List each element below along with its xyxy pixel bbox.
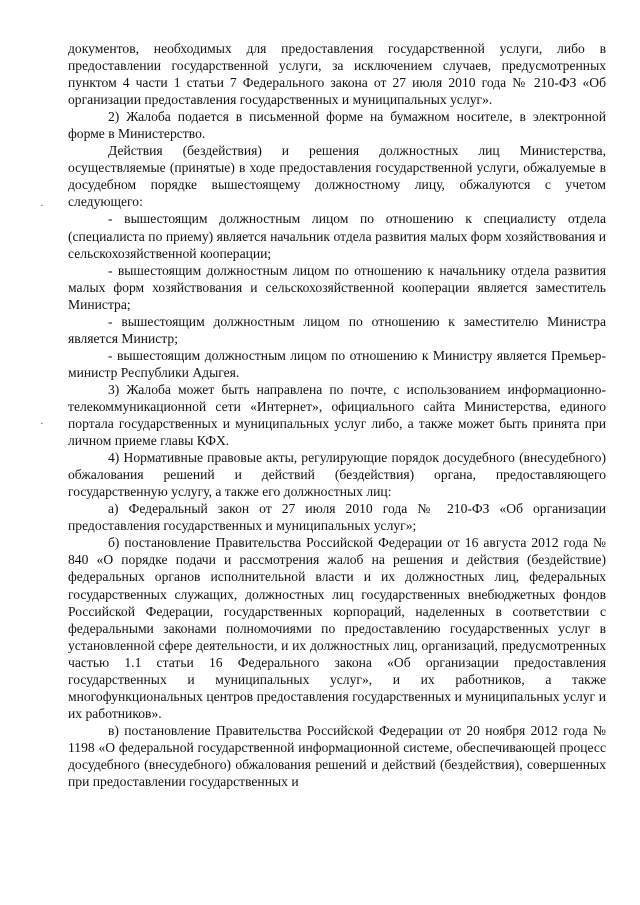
paragraph: б) постановление Правительства Российской Федерации от 16 августа 2012 года № 840 «О порядке подачи и рассмотрения жалоб на решения и действия (бездействие) федеральных органов исполнительной власти и их должностных лиц, федеральных государственных служащих, должностных лиц государственных внебюджетных фондов Российской Федерации, государственных корпораций, наделенных в соответствии с федеральными законами полномочиями по предоставлению государственных услуг в установленной сфере деятельности, и их должностных лиц, организаций, предусмотренных частью 1.1 статьи 16 Федерального закона «Об организации предоставления государственных и муниципальных услуг», и их работников, а также многофункциональных центров предоставления государственных и муниципальных услуг и их работников». — [68, 535, 606, 721]
list-item: - вышестоящим должностным лицом по отношению к начальнику отдела развития малых форм хозяйствования и сельскохозяйственной кооперации является заместитель Министра; — [68, 262, 606, 312]
paragraph: Действия (бездействия) и решения должностных лиц Министерства, осуществляемые (принятые) в ходе предоставления государственной услуги, обжалуемые в досудебном порядке вышестоящему должностному лицу, обжалуются с учетом следующего: — [68, 143, 606, 210]
margin-mark: · — [40, 200, 44, 212]
paragraph: в) постановление Правительства Российской Федерации от 20 ноября 2012 года № 1198 «О федеральной государственной информационной системе, обеспечивающей процесс досудебного (внесудебного) обжалования решений и действий (бездействия), совершенных при предоставлении государственных и — [68, 722, 606, 790]
list-item: - вышестоящим должностным лицом по отношению к Министру является Премьер-министр Республики Адыгея. — [68, 347, 606, 380]
paragraph: а) Федеральный закон от 27 июля 2010 года № 210-ФЗ «Об организации предоставления государственных и муниципальных услуг»; — [68, 501, 606, 534]
list-item: - вышестоящим должностным лицом по отношению к заместителю Министра является Министр; — [68, 313, 606, 346]
margin-mark: · — [40, 418, 44, 430]
paragraph: 4) Нормативные правовые акты, регулирующие порядок досудебного (внесудебного) обжалования решений и действий (бездействия) органа, предоставляющего государственную услугу, а также его должностных лиц: — [68, 450, 606, 500]
paragraph: 3) Жалоба может быть направлена по почте, с использованием информационно-телекоммуникационной сети «Интернет», официального сайта Министерства, единого портала государственных и муниципальных услуг либо, а также может быть принята при личном приеме главы КФХ. — [68, 381, 606, 449]
document-body — [68, 40, 606, 790]
paragraph: 2) Жалоба подается в письменной форме на бумажном носителе, в электронной форме в Министерство. — [68, 109, 606, 142]
list-item: - вышестоящим должностным лицом по отношению к специалисту отдела (специалиста по приему) является начальник отдела развития малых форм хозяйствования и сельскохозяйственной кооперации; — [68, 211, 606, 261]
paragraph: документов, необходимых для предоставления государственной услуги, либо в предоставлении государственной услуги, за исключением случаев, предусмотренных пунктом 4 части 1 статьи 7 Федерального закона от 27 июля 2010 года № 210-ФЗ «Об организации предоставления государственных и муниципальных услуг». — [68, 41, 606, 108]
